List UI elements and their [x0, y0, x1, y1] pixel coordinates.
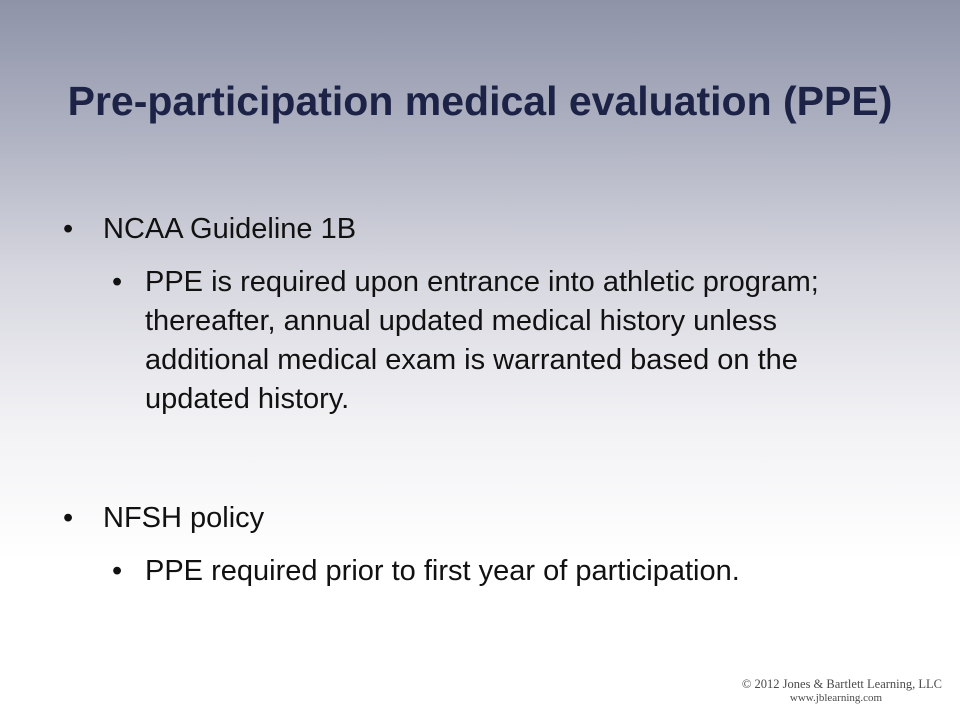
bullet-dot-icon: • — [63, 213, 74, 245]
bullet-dot-icon: • — [112, 266, 123, 298]
bullet-item-nfsh — [63, 499, 883, 538]
copyright-line: © 2012 Jones & Bartlett Learning, LLC — [741, 676, 942, 691]
bullet-dot-icon: • — [112, 555, 123, 587]
bullet-item-ncaa — [63, 210, 883, 249]
bullet-text: PPE is required upon entrance into athletic program; thereafter, annual updated medical history unless additional medical exam is warranted based on the updated history. — [145, 266, 819, 415]
bullet-text: NFSH policy — [103, 502, 265, 534]
copyright-notice — [742, 677, 942, 706]
bullet-text: PPE required prior to first year of participation. — [145, 555, 740, 587]
bullet-dot-icon: • — [63, 502, 74, 534]
bullet-item-ppe-requirement — [112, 263, 865, 419]
slide-title: Pre-participation medical evaluation (PPE) — [67, 78, 893, 124]
copyright-url: www.jblearning.com — [789, 692, 883, 705]
bullet-item-ppe-first-year — [112, 552, 865, 591]
bullet-text: NCAA Guideline 1B — [103, 213, 357, 245]
